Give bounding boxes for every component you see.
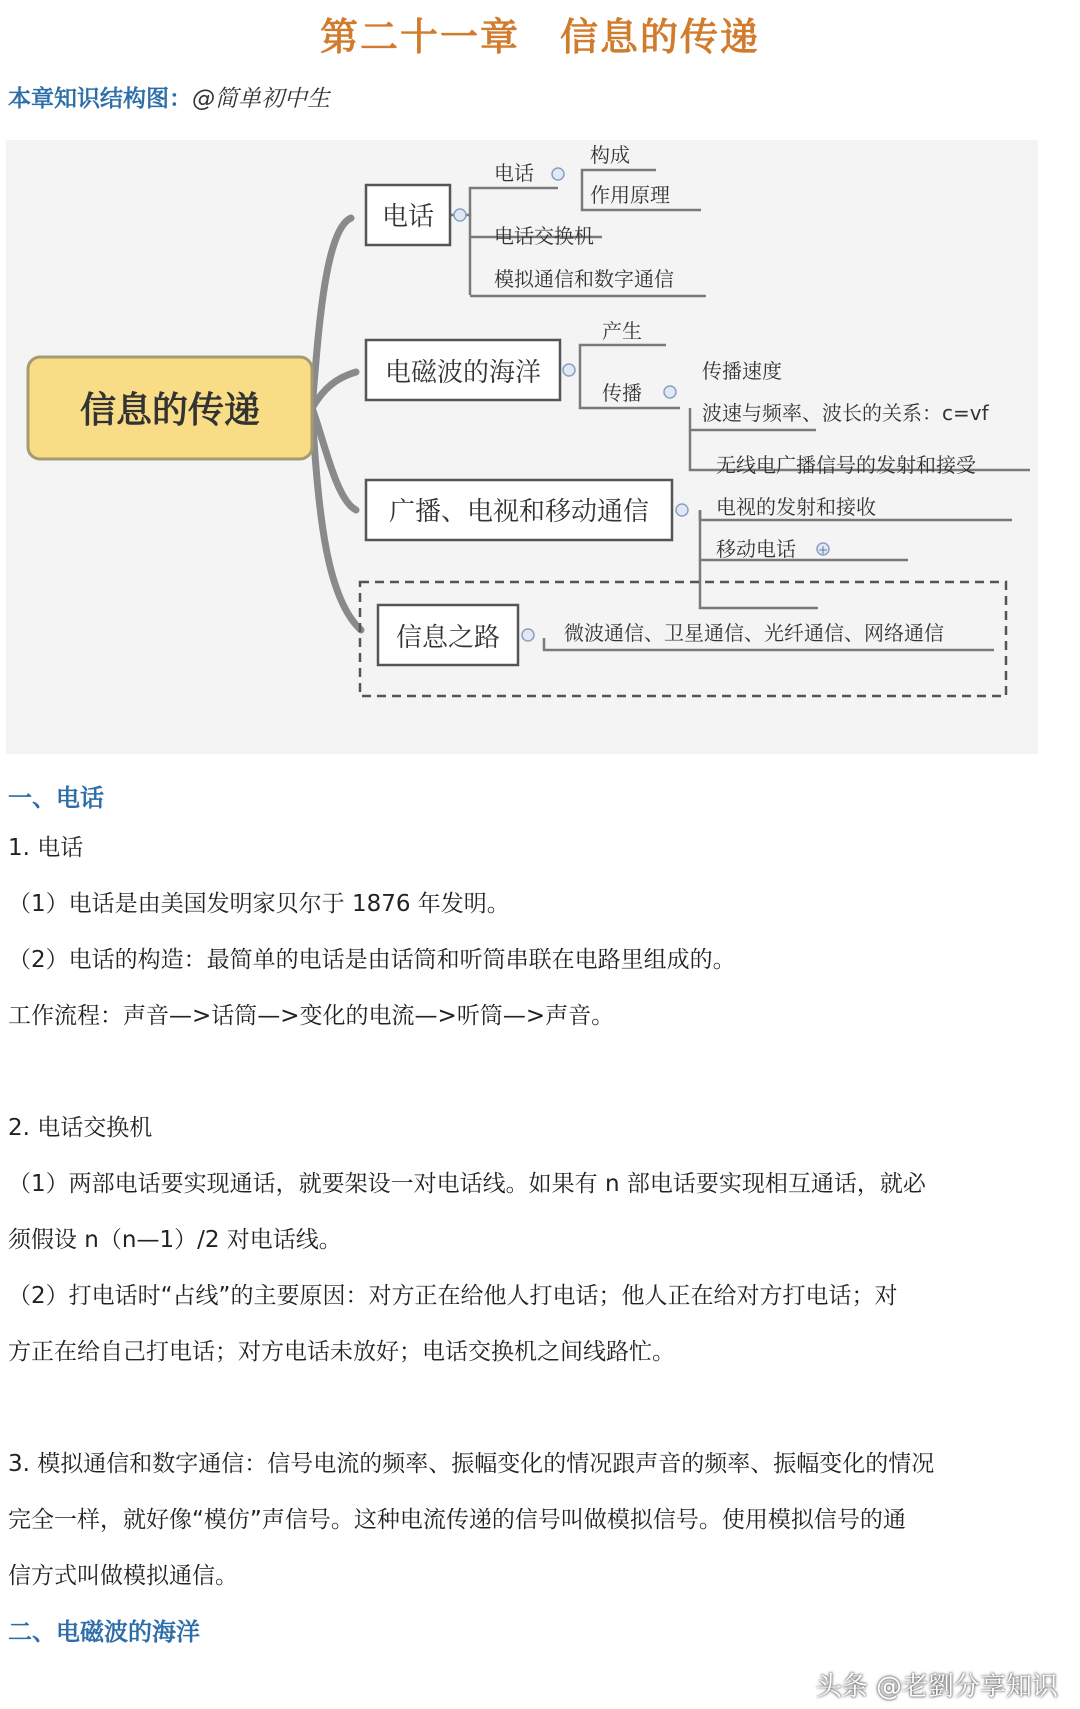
section-em-waves: 二、电磁波的海洋 [8, 1618, 200, 1646]
para-1-flow: 工作流程：声音—>话筒—>变化的电流—>听筒—>声音。 [8, 1003, 615, 1029]
expand-plus: + [817, 543, 829, 557]
para-3-line-a: 3. 模拟通信和数字通信：信号电流的频率、振幅变化的情况跟声音的频率、振幅变化的情况 [8, 1451, 935, 1477]
mind-map-svg [6, 140, 1038, 754]
para-3-line-c: 信方式叫做模拟通信。 [8, 1563, 238, 1589]
para-1-heading: 1. 电话 [8, 835, 84, 861]
node-telephone-sub: 电话 [494, 161, 534, 185]
para-2-item-1a: （1）两部电话要实现通话，就要架设一对电话线。如果有 n 部电话要实现相互通话，就必 [8, 1171, 926, 1197]
node-em-waves-label: 电磁波的海洋 [384, 358, 542, 388]
node-principle: 作用原理 [590, 183, 670, 207]
node-analog-digital: 模拟通信和数字通信 [494, 267, 674, 291]
node-comm-types: 微波通信、卫星通信、光纤通信、网络通信 [564, 621, 944, 645]
collapse-icon [522, 629, 534, 641]
para-1-item-2: （2）电话的构造：最简单的电话是由话筒和听筒串联在电路里组成的。 [8, 947, 736, 973]
node-switchboard: 电话交换机 [494, 224, 594, 248]
section-telephone: 一、电话 [8, 784, 104, 812]
para-2-item-2b: 方正在给自己打电话；对方电话未放好；电话交换机之间线路忙。 [8, 1339, 675, 1365]
node-tv: 电视的发射和接收 [716, 495, 876, 519]
node-propagation: 传播 [602, 381, 642, 405]
node-info-road-label: 信息之路 [395, 623, 501, 653]
collapse-icon [676, 504, 688, 516]
para-2-item-2a: （2）打电话时“占线”的主要原因：对方正在给他人打电话；他人正在给对方打电话；对 [8, 1283, 898, 1309]
node-broadcast-label: 广播、电视和移动通信 [388, 497, 650, 527]
collapse-icon [563, 364, 575, 376]
node-speed: 传播速度 [702, 359, 782, 383]
node-generation: 产生 [602, 319, 642, 343]
para-2-heading: 2. 电话交换机 [8, 1115, 153, 1141]
structure-label [8, 80, 330, 113]
node-wave-relation: 波速与频率、波长的关系：c=vf [702, 401, 989, 425]
para-2-item-1b: 须假设 n（n—1）/2 对电话线。 [8, 1227, 342, 1253]
watermark: 头条 @老劉分享知识 [815, 1672, 1058, 1702]
collapse-icon [454, 209, 466, 221]
node-mobile: 移动电话 [716, 537, 796, 561]
para-1-item-1: （1）电话是由美国发明家贝尔于 1876 年发明。 [8, 891, 510, 917]
collapse-icon [664, 386, 676, 398]
mind-map [6, 140, 1038, 754]
structure-author: @简单初中生 [192, 86, 330, 112]
collapse-icon [552, 168, 564, 180]
node-telephone-label: 电话 [381, 202, 435, 232]
node-composition: 构成 [590, 143, 630, 167]
structure-label-text: 本章知识结构图： [8, 86, 192, 112]
node-radio: 无线电广播信号的发射和接受 [716, 453, 976, 477]
page-title: 第二十一章 信息的传递 [319, 15, 760, 59]
mind-map-connectors [312, 218, 361, 630]
root-node-label: 信息的传递 [79, 390, 261, 431]
para-3-line-b: 完全一样，就好像“模仿”声信号。这种电流传递的信号叫做模拟信号。使用模拟信号的通 [8, 1507, 906, 1533]
